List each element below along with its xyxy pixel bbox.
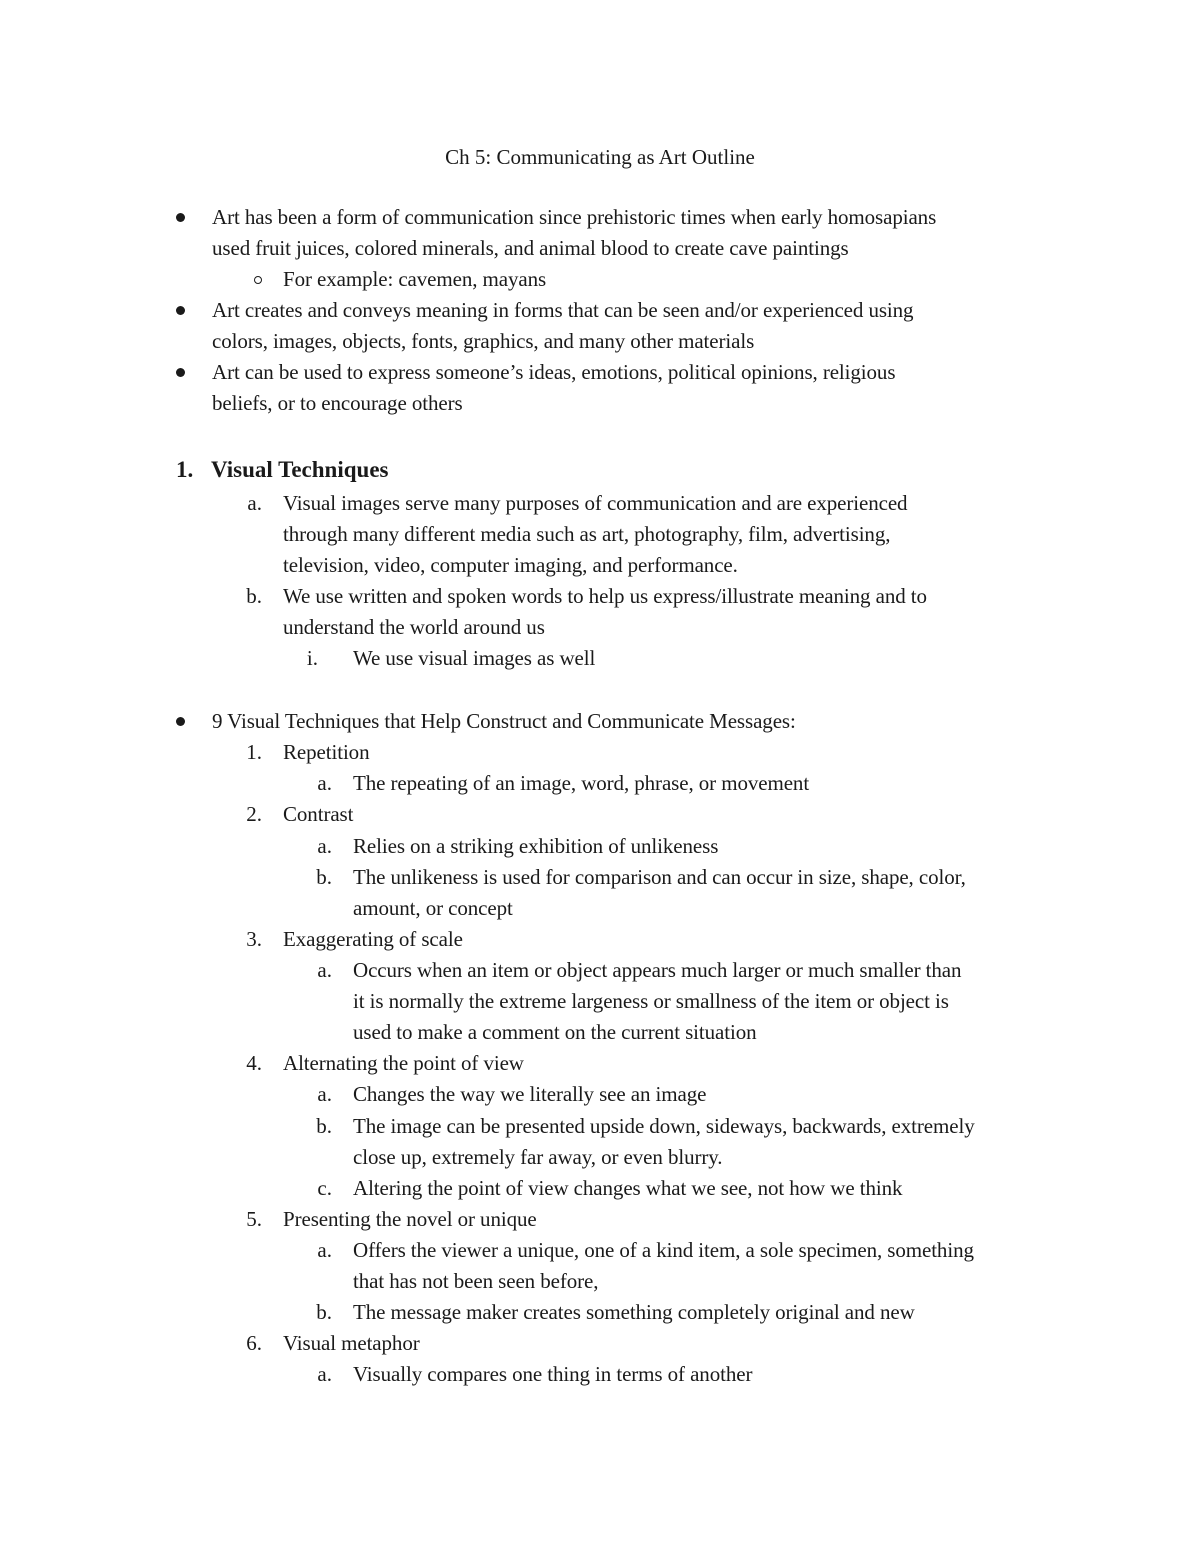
list-marker: a. xyxy=(317,771,332,795)
list-marker: 6. xyxy=(246,1331,262,1355)
list-marker: a. xyxy=(317,1238,332,1262)
bullet-icon xyxy=(176,213,185,222)
list-item-text: Occurs when an item or object appears much larger or much smaller than xyxy=(353,958,962,982)
sub-bullet-icon xyxy=(254,276,262,284)
list-item-text: The image can be presented upside down, sideways, backwards, extremely xyxy=(353,1114,975,1138)
technique-label: Visual metaphor xyxy=(283,1331,420,1355)
list-marker: b. xyxy=(246,584,262,608)
list-marker: 2. xyxy=(246,802,262,826)
list-marker: b. xyxy=(316,865,332,889)
document-title: Ch 5: Communicating as Art Outline xyxy=(445,145,755,169)
list-marker: b. xyxy=(316,1114,332,1138)
list-item-text: Changes the way we literally see an image xyxy=(353,1082,707,1106)
list-item-text: We use visual images as well xyxy=(353,646,596,670)
technique-label: Alternating the point of view xyxy=(283,1051,524,1075)
list-marker: 4. xyxy=(246,1051,262,1075)
list-item-text: The repeating of an image, word, phrase, or movement xyxy=(353,771,810,795)
bullet-text: 9 Visual Techniques that Help Construct and Communicate Messages: xyxy=(212,709,796,733)
list-marker: a. xyxy=(247,491,262,515)
technique-label: Presenting the novel or unique xyxy=(283,1207,537,1231)
sub-bullet-text: For example: cavemen, mayans xyxy=(283,267,547,291)
list-item-text: Altering the point of view changes what we see, not how we think xyxy=(353,1176,903,1200)
list-marker: b. xyxy=(316,1300,332,1324)
bullet-text: colors, images, objects, fonts, graphics, and many other materials xyxy=(212,329,755,353)
bullet-icon xyxy=(176,306,185,315)
bullet-text: used fruit juices, colored minerals, and animal blood to create cave paintings xyxy=(212,236,849,260)
list-marker: a. xyxy=(317,1362,332,1386)
list-item-text: close up, extremely far away, or even blurry. xyxy=(353,1145,723,1169)
list-item-text: We use written and spoken words to help us express/illustrate meaning and to xyxy=(283,584,927,608)
list-marker: a. xyxy=(317,958,332,982)
list-item-text: The message maker creates something completely original and new xyxy=(353,1300,915,1324)
list-item-text: that has not been seen before, xyxy=(353,1269,599,1293)
bullet-icon xyxy=(176,717,185,726)
list-item-text: Visual images serve many purposes of communication and are experienced xyxy=(283,491,908,515)
list-marker: a. xyxy=(317,1082,332,1106)
list-item-text: used to make a comment on the current situation xyxy=(353,1020,757,1044)
list-marker: 3. xyxy=(246,927,262,951)
technique-label: Contrast xyxy=(283,802,354,826)
list-item-text: through many different media such as art, photography, film, advertising, xyxy=(283,522,891,546)
list-item-text: Visually compares one thing in terms of another xyxy=(353,1362,753,1386)
list-marker: i. xyxy=(306,646,318,670)
section-heading: Visual Techniques xyxy=(211,457,389,482)
bullet-text: beliefs, or to encourage others xyxy=(212,391,463,415)
list-item-text: television, video, computer imaging, and performance. xyxy=(283,553,738,577)
list-marker: c. xyxy=(317,1176,332,1200)
list-item-text: The unlikeness is used for comparison and can occur in size, shape, color, xyxy=(353,865,966,889)
bullet-text: Art can be used to express someone’s ideas, emotions, political opinions, religious xyxy=(212,360,896,384)
technique-label: Repetition xyxy=(283,740,370,764)
list-item-text: understand the world around us xyxy=(283,615,545,639)
list-item-text: amount, or concept xyxy=(353,896,513,920)
section-number: 1. xyxy=(176,457,194,482)
list-marker: 5. xyxy=(246,1207,262,1231)
bullet-text: Art creates and conveys meaning in forms that can be seen and/or experienced using xyxy=(212,298,914,322)
list-marker: a. xyxy=(317,834,332,858)
bullet-text: Art has been a form of communication since prehistoric times when early homosapians xyxy=(212,205,937,229)
list-item-text: Relies on a striking exhibition of unlikeness xyxy=(353,834,719,858)
list-item-text: Offers the viewer a unique, one of a kind item, a sole specimen, something xyxy=(353,1238,974,1262)
list-item-text: it is normally the extreme largeness or smallness of the item or object is xyxy=(353,989,949,1013)
bullet-icon xyxy=(176,368,185,377)
technique-label: Exaggerating of scale xyxy=(283,927,463,951)
list-marker: 1. xyxy=(246,740,262,764)
